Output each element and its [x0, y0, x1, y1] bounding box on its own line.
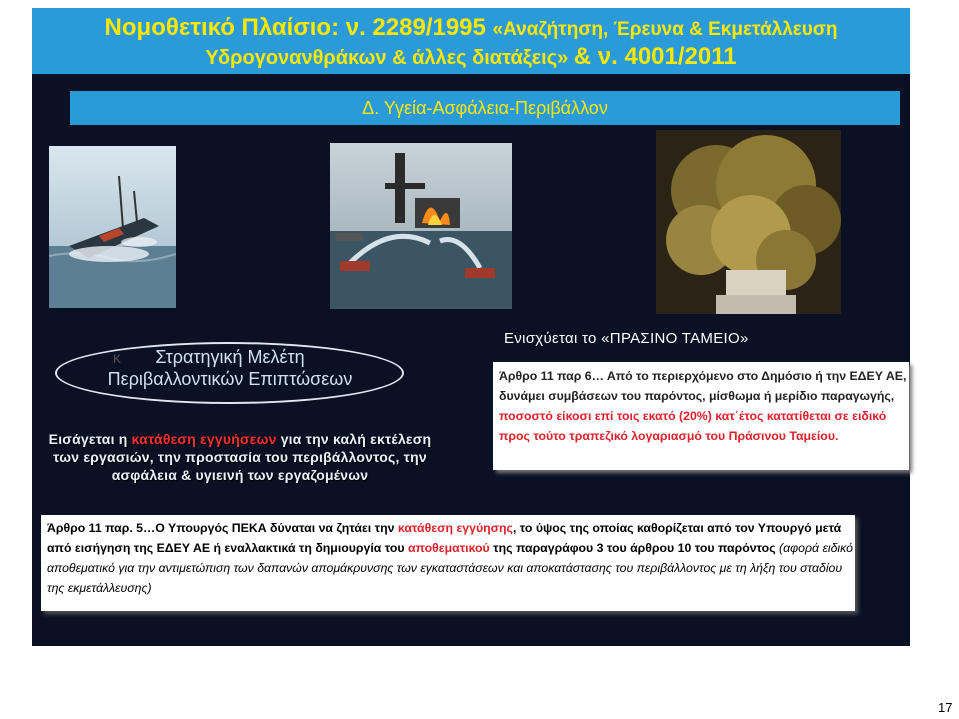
article-11-text: Άρθρο 11 παρ. 5…Ο Υπουργός ΠΕΚΑ δύναται να ζητάει την κατάθεση εγγύησης, το ύψος της οποίας καθορίζεται από τον Υπουργό μετά από εισήγηση της ΕΔΕΥ ΑΕ ή εναλλακτικά τη δημιουργία του αποθεματικού της παραγράφου 3 του άρθρου 10 του παρόντος (αφορά ειδικό αποθεματικό για την αντιμετώπιση των δαπανών απομάκρυνσης των εγκαταστάσεων και αποκατάστασης του περιβάλλοντος με τη λήξη του σταδίου της εκμετάλλευσης): [47, 521, 853, 595]
section-subtitle-bar: [70, 91, 900, 125]
guarantee-highlight: κατάθεση εγγυήσεων: [131, 431, 277, 447]
green-fund-heading: Ενισχύεται το «ΠΡΑΣΙΝΟ ΤΑΜΕΙΟ»: [504, 330, 749, 347]
oval-prefix: Κ: [113, 352, 122, 366]
photo-sinking-ship: [49, 146, 176, 308]
guarantee-deposit-highlight: κατάθεση εγγύησης: [397, 521, 513, 535]
page-title-line1: Νομοθετικό Πλαίσιο: ν. 2289/1995 «Αναζήτηση, Έρευνα & Εκμετάλλευση: [104, 14, 838, 41]
article-11-box: [41, 515, 855, 611]
page-number: 17: [938, 700, 953, 715]
oval-title: Στρατηγική Μελέτη Περιβαλλοντικών Επιπτώσεων: [107, 347, 353, 389]
strategic-study-panel: [45, 332, 435, 502]
section-subtitle: Δ. Υγεία-Ασφάλεια-Περιβάλλον: [362, 98, 608, 118]
reserve-highlight: αποθεματικού: [407, 541, 490, 555]
photo-oil-leak: [656, 130, 841, 314]
green-fund-text: Άρθρο 11 παρ 6… Από το περιερχόμενο στο Δημόσιο ή την ΕΔΕΥ ΑΕ, δυνάμει συμβάσεων του παρόντος, μίσθωμα ή μερίδιο παραγωγής, ποσοστό είκοσι επί τοις εκατό (20%) κατ΄έτος κατατίθεται σε ειδικό προς τούτο τραπεζικό λογαριασμό του Πράσινου Ταμείου.: [499, 369, 907, 443]
page-title-line2: Υδρογονανθράκων & άλλες διατάξεις» & ν. 4001/2011: [205, 43, 737, 70]
photo-oil-rig-fire: [330, 143, 512, 309]
green-fund-box: [493, 362, 909, 470]
green-fund-highlight: ποσοστό είκοσι επί τοις εκατό (20%) κατ΄έτος κατατίθεται σε ειδικό προς τούτο τραπεζικό λογαριασμό του Πράσινου Ταμείου.: [499, 409, 887, 443]
guarantee-text: Εισάγεται η κατάθεση εγγυήσεων για την καλή εκτέλεση των εργασιών, την προστασία του περιβάλλοντος, την ασφάλεια & υγιεινή των εργαζομένων: [48, 431, 432, 483]
title-bar: [32, 8, 910, 74]
